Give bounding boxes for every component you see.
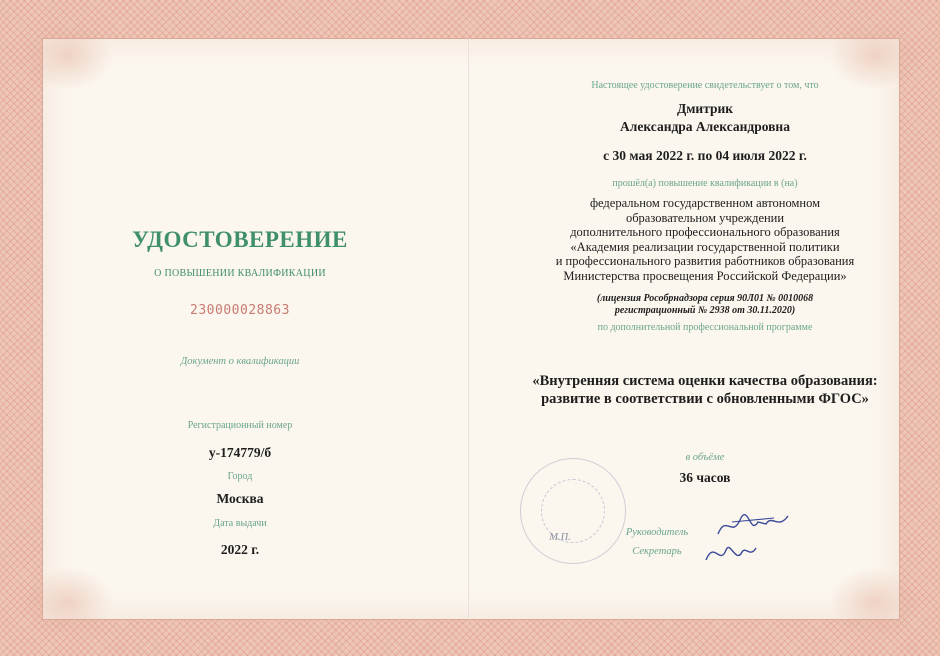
- program-label: по дополнительной профессиональной программе: [597, 322, 813, 333]
- corner-ornament-bottom-left: [23, 567, 113, 637]
- city-label: Город: [227, 471, 253, 482]
- issue-date-label: Дата выдачи: [213, 518, 267, 529]
- registration-label: Регистрационный номер: [187, 420, 293, 431]
- intro-text: Настоящее удостоверение свидетельствует о том, что: [591, 80, 819, 91]
- training-period: с 30 мая 2022 г. по 04 июля 2022 г.: [603, 148, 807, 163]
- registration-number: у-174779/б: [208, 445, 272, 460]
- organization-line: и профессионального развития работников образования: [555, 254, 855, 268]
- city-value: Москва: [216, 491, 264, 506]
- license-line: регистрационный № 2938 от 30.11.2020): [614, 305, 796, 316]
- volume-value: 36 часов: [679, 470, 731, 485]
- organization-line: образовательном учреждении: [625, 210, 785, 225]
- organization-line: федеральном государственном автономном: [589, 196, 821, 210]
- serial-number: 230000028863: [190, 303, 290, 318]
- certificate-subtitle: О ПОВЫШЕНИИ КВАЛИФИКАЦИИ: [154, 268, 326, 279]
- secretary-signature-label: Секретарь: [632, 546, 682, 557]
- organization-block: [500, 196, 910, 283]
- volume-label: в объёме: [685, 452, 725, 463]
- program-title-line: «Внутренняя система оценки качества образования:: [532, 373, 878, 389]
- corner-ornament-top-left: [23, 21, 113, 91]
- holder-name: Александра Александровна: [620, 119, 790, 134]
- passed-text: прошёл(а) повышение квалификации в (на): [612, 178, 798, 189]
- document-type: Документ о квалификации: [180, 356, 300, 367]
- issue-date-value: 2022 г.: [220, 542, 260, 557]
- organization-line: Министерства просвещения Российской Федерации»: [563, 268, 847, 283]
- head-signature-label: Руководитель: [625, 527, 689, 538]
- organization-line: «Академия реализации государственной политики: [570, 239, 840, 254]
- seal-stamp-icon: [520, 458, 626, 564]
- holder-surname: Дмитрик: [676, 101, 734, 116]
- page-fold: [468, 38, 470, 618]
- license-block: [500, 293, 910, 317]
- stamp-place-label: М.П.: [549, 532, 571, 543]
- certificate-title: УДОСТОВЕРЕНИЕ: [132, 227, 348, 252]
- program-title: [490, 372, 920, 408]
- organization-line: дополнительного профессионального образования: [570, 225, 840, 239]
- signature-secretary-icon: [700, 536, 760, 570]
- license-line: (лицензия Рособрнадзора серия 90Л01 № 0010068: [596, 293, 814, 304]
- program-title-line: развитие в соответствии с обновленными ФГОС»: [541, 391, 869, 407]
- corner-ornament-bottom-right: [829, 567, 919, 637]
